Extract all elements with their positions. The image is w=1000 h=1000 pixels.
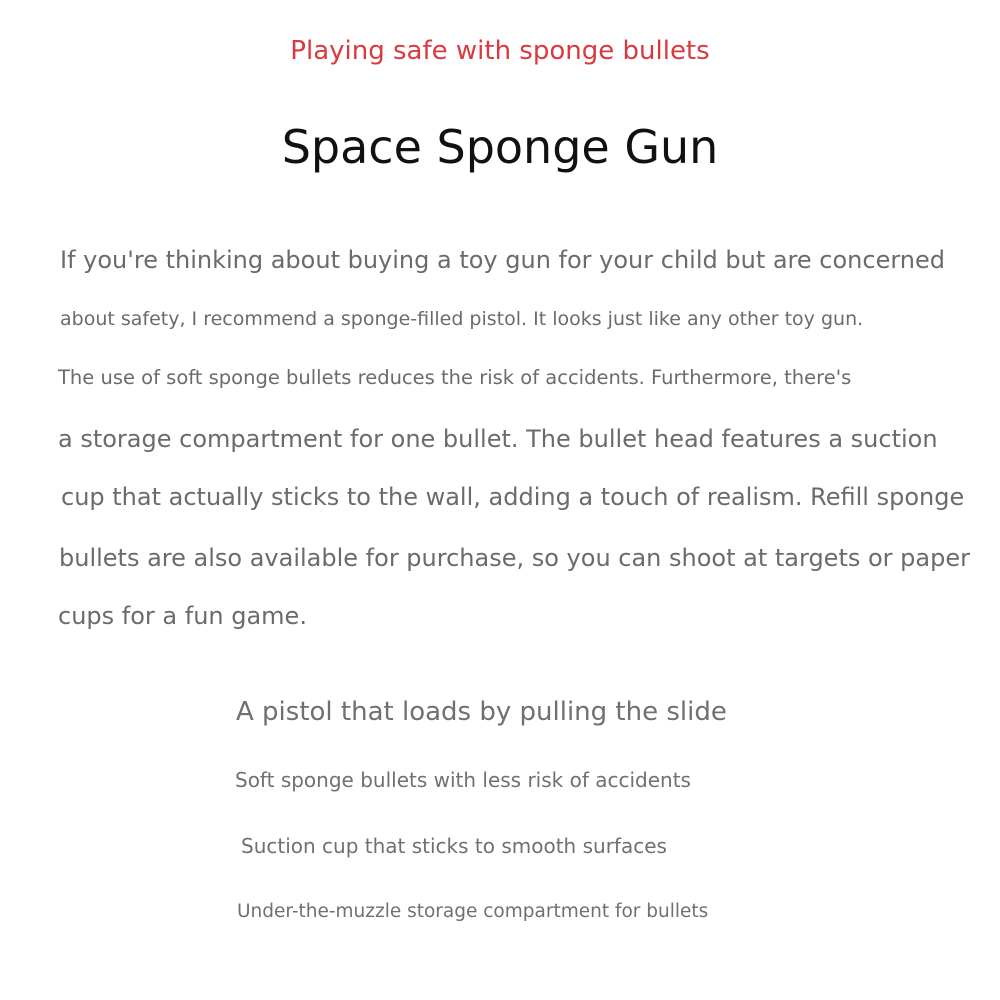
tagline: Playing safe with sponge bullets — [290, 36, 710, 66]
feature-item: Under-the-muzzle storage compartment for bullets — [237, 901, 709, 922]
description-line: bullets are also available for purchase, so you can shoot at targets or paper — [59, 544, 970, 572]
description-line: cup that actually sticks to the wall, adding a touch of realism. Refill sponge — [61, 483, 965, 511]
description-line: If you're thinking about buying a toy gun for your child but are concerned — [60, 246, 945, 274]
feature-item: Suction cup that sticks to smooth surfaces — [241, 834, 667, 858]
description-line: about safety, I recommend a sponge-filled pistol. It looks just like any other toy gun. — [60, 308, 864, 330]
feature-item: Soft sponge bullets with less risk of accidents — [235, 768, 691, 792]
description-line: cups for a fun game. — [58, 602, 307, 630]
description-line: The use of soft sponge bullets reduces the risk of accidents. Furthermore, there's — [58, 366, 852, 389]
description-line: a storage compartment for one bullet. The bullet head features a suction — [58, 425, 938, 453]
product-title: Space Sponge Gun — [281, 120, 719, 174]
feature-heading: A pistol that loads by pulling the slide — [236, 697, 727, 727]
